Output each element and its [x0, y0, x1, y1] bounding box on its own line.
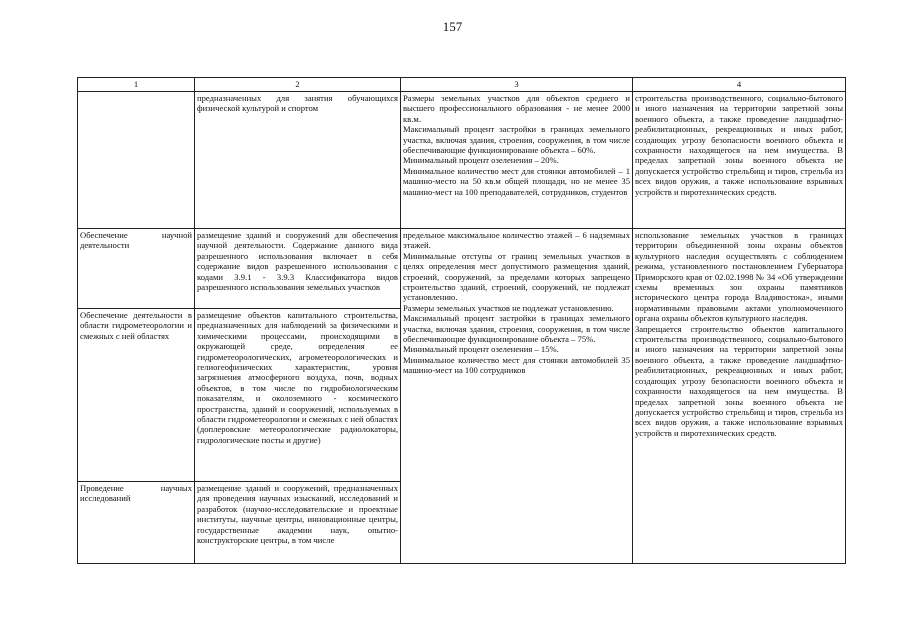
row0-restrictions: строительства производственного, социально-бытового и иного назначения на территории запретной зоны военного объекта, а также проведение ландшафтно-реабилитационных, рекреационных и иных работ, создающих угрозу безопасности военного объекта и сохранности находящегося на нем имущества. В пределах запретной зоны военного объекта не допускается устройство стрельбищ и тиров, стрельба из всех видов оружия, а также использование взрывных устройств и пиротехнических средств.	[633, 92, 846, 229]
merged-parameter: Максимальный процент застройки в границах земельного участка, включая здания, строения, сооружения, в том числе обеспечивающие функционирование объекта – 75%.	[403, 313, 630, 345]
merged-restriction: использование земельных участков в границах территории объединенной зоны охраны объектов культурного наследия осуществлять с соблюдением режима, установленного постановлением Губернатора Приморского края от 02.02.1998 № 34 «Об утверждении схемы временных зон охраны памятников исторического центра города Владивостока», иными нормативными правовыми актами уполномоченного органа охраны объектов культурного наследия.	[635, 230, 843, 324]
merged-parameter: предельное максимальное количество этажей – 6 надземных этажей.	[403, 230, 630, 251]
table-row	[78, 92, 846, 229]
row3-use-description: размещение зданий и сооружений, предназначенных для проведения научных изысканий, исследований и разработок (научно-исследовательские и проектные институты, научные центры, инновационные центры, государственные академии наук, опытно-конструкторские центры, в том числе	[195, 482, 401, 564]
merged-restriction: Запрещается строительство объектов капитального строительства производственного, социально-бытового и иного назначения на территории запретной зоны военного объекта, а также проведение ландшафтно-реабилитационных, рекреационных и иных работ, создающих угрозу безопасности военного объекта и сохранности находящегося на нем имущества. В пределах запретной зоны военного объекта не допускается устройство стрельбищ и тиров, стрельба из всех видов оружия, а также использование взрывных устройств и пиротехнических средств.	[635, 323, 843, 438]
column-number-3: 3	[401, 78, 633, 92]
row0-parameter: Максимальный процент застройки в границах земельного участка, включая здания, строения, сооружения, в том числе обеспечивающие функционирование объекта – 60%.	[403, 124, 630, 156]
row1-use-description: размещение зданий и сооружений для обеспечения научной деятельности. Содержание данного вида разрешенного использования включает в себя содержание видов разрешенного использования с кодами 3.9.1 - 3.9.3 Классификатора видов разрешенного использования земельных участков	[195, 229, 401, 309]
merged-restrictions	[633, 229, 846, 564]
row3-use-name: Проведение научных исследований	[78, 482, 195, 564]
merged-parameter: Минимальные отступы от границ земельных участков в целях определения мест допустимого размещения зданий, строений, сооружений, за пределами которых запрещено строительство зданий, строений, сооружений, не подлежат установлению.	[403, 250, 630, 303]
table-row	[78, 229, 846, 309]
row2-use-name: Обеспечение деятельности в области гидрометеорологии и смежных с ней областях	[78, 309, 195, 482]
row0-parameter: Минимальный процент озеленения – 20%.	[403, 155, 559, 166]
row0-use-description: предназначенных для занятия обучающихся физической культурой и спортом	[195, 92, 401, 229]
merged-parameter: Размеры земельных участков не подлежат установлению.	[403, 302, 614, 313]
merged-parameters	[401, 229, 633, 564]
row0-use-name	[78, 92, 195, 229]
column-number-2: 2	[195, 78, 401, 92]
column-number-1: 1	[78, 78, 195, 92]
regulations-table	[77, 77, 846, 564]
merged-parameter: Минимальное количество мест для стоянки автомобилей 35 машино-мест на 100 сотрудников	[403, 354, 630, 376]
row0-parameter: Минимальное количество мест для стоянки автомобилей – 1 машино-место на 50 кв.м общей площади, но не менее 35 машино-мест на 100 преподавателей, сотрудников, студентов	[403, 165, 630, 197]
column-number-4: 4	[633, 78, 846, 92]
row0-parameter: Размеры земельных участков для объектов среднего и высшего профессионального образования - не менее 2000 кв.м.	[403, 93, 630, 124]
merged-parameter: Минимальный процент озеленения – 15%.	[403, 344, 559, 355]
page-number: 157	[442, 19, 463, 34]
column-number-row	[78, 78, 846, 92]
row0-parameters	[401, 92, 633, 229]
row2-use-description: размещение объектов капитального строительства, предназначенных для наблюдений за физическими и химическими процессами, происходящими в окружающей среде, определения ее гидрометеорологических, агрометеорологических и гелиогеофизических характеристик, уровня загрязнения атмосферного воздуха, почв, водных объектов, в том числе по гидробиологическим показателям, и околоземного - космического пространства, зданий и сооружений, используемых в области гидрометеорологии и смежных с ней областях (доплеровские метеорологические радиолокаторы, гидрологические посты и другие)	[195, 309, 401, 482]
row1-use-name: Обеспечение научной деятельности	[78, 229, 195, 309]
